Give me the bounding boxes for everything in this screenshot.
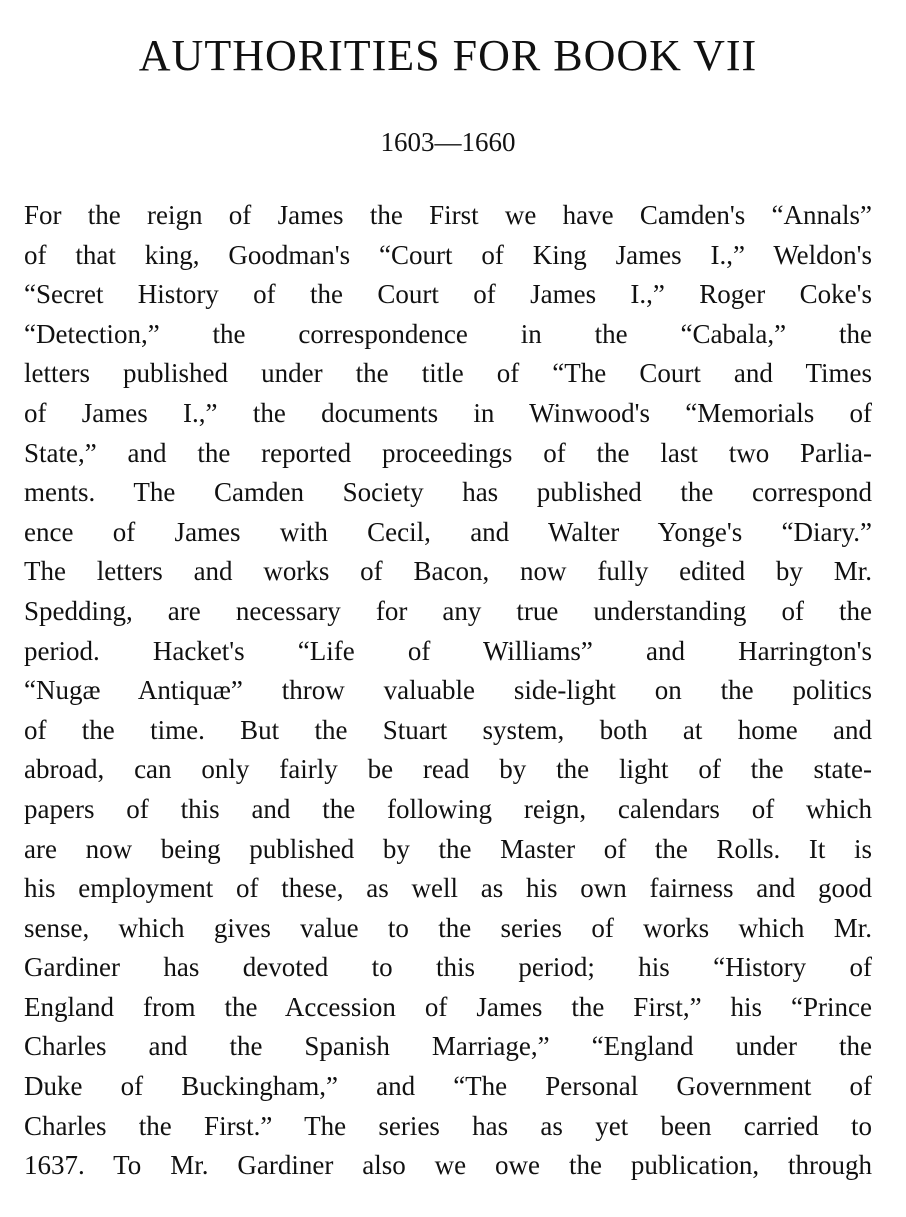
- text-line: For the reign of James the First we have Camden's “Annals”: [24, 200, 872, 230]
- text-line: Gardiner has devoted to this period; his “History of: [24, 952, 872, 983]
- body-paragraph: [24, 196, 872, 1186]
- text-line: “Secret History of the Court of James I.,” Roger Coke's: [24, 279, 872, 310]
- date-range: 1603—1660: [380, 127, 516, 157]
- text-line: his employment of these, as well as his own fairness and good: [24, 873, 872, 904]
- book-page: [24, 0, 872, 1217]
- text-line: of the time. But the Stuart system, both at home and: [24, 714, 872, 745]
- text-line: of that king, Goodman's “Court of King James I.,” Weldon's: [24, 239, 872, 270]
- text-line: Spedding, are necessary for any true understanding of the: [24, 595, 872, 626]
- text-line: ence of James with Cecil, and Walter Yonge's “Diary.”: [24, 516, 872, 547]
- text-line: Charles and the Spanish Marriage,” “England under the: [24, 1031, 872, 1062]
- text-line: State,” and the reported proceedings of the last two Parlia-: [24, 437, 872, 468]
- text-line: “Nugæ Antiquæ” throw valuable side-light on the politics: [24, 675, 872, 706]
- text-line: England from the Accession of James the First,” his “Prince: [24, 991, 872, 1022]
- page-title: AUTHORITIES FOR BOOK VII: [138, 31, 758, 80]
- text-line: abroad, can only fairly be read by the light of the state-: [24, 754, 872, 785]
- text-line: Duke of Buckingham,” and “The Personal Government of: [24, 1071, 872, 1102]
- text-line: are now being published by the Master of the Rolls. It is: [24, 833, 872, 864]
- text-line: The letters and works of Bacon, now fully edited by Mr.: [24, 556, 872, 587]
- text-line: period. Hacket's “Life of Williams” and Harrington's: [24, 635, 872, 666]
- text-line: letters published under the title of “The Court and Times: [24, 358, 872, 389]
- text-line: 1637. To Mr. Gardiner also we owe the publication, through: [24, 1150, 872, 1181]
- text-line: of James I.,” the documents in Winwood's “Memorials of: [24, 397, 872, 428]
- text-line: Charles the First.” The series has as yet been carried to: [24, 1110, 872, 1141]
- text-line: papers of this and the following reign, calendars of which: [24, 793, 872, 824]
- text-line: “Detection,” the correspondence in the “Cabala,” the: [24, 318, 872, 349]
- text-line: ments. The Camden Society has published the correspond: [24, 477, 872, 508]
- text-line: sense, which gives value to the series of works which Mr.: [24, 912, 872, 943]
